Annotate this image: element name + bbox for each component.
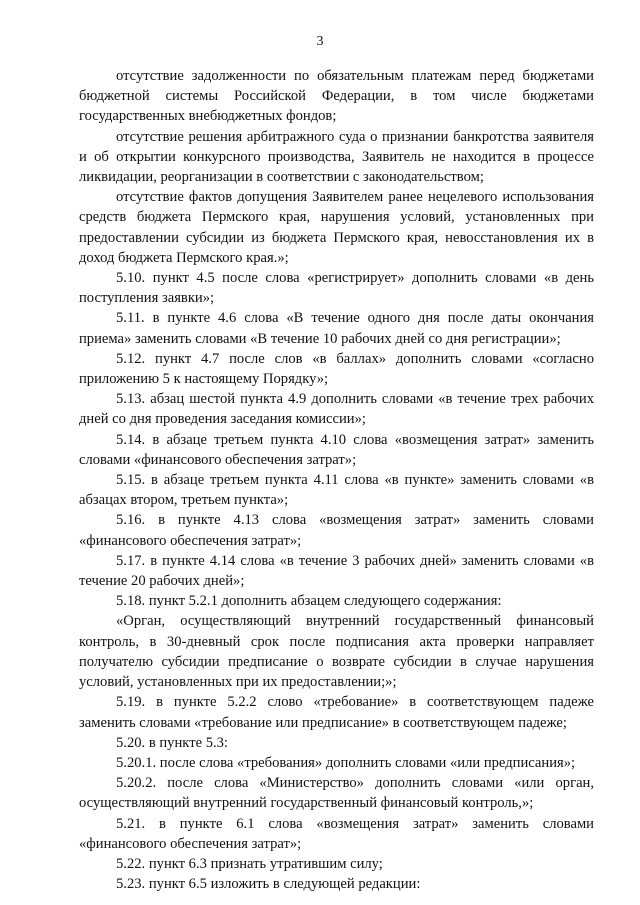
paragraph: 5.18. пункт 5.2.1 дополнить абзацем следующего содержания: <box>116 593 502 610</box>
paragraph: 5.16. в пункте 4.13 слова «возмещения затрат» заменить словами «финансового обеспечения затрат»; <box>79 512 594 549</box>
page-number: 3 <box>316 34 324 49</box>
paragraph: 5.15. в абзаце третьем пункта 4.11 слова «в пункте» заменить словами «в абзацах втором, третьем пункта»; <box>79 472 594 509</box>
paragraph: 5.21. в пункте 6.1 слова «возмещения затрат» заменить словами «финансового обеспечения затрат»; <box>79 815 594 852</box>
paragraph: 5.20. в пункте 5.3: <box>116 734 228 751</box>
paragraph: 5.17. в пункте 4.14 слова «в течение 3 рабочих дней» заменить словами «в течение 20 рабочих дней»; <box>79 552 594 590</box>
paragraph: 5.19. в пункте 5.2.2 слово «требование» в соответствующем падеже заменить словами «требование или предписание» в соответствующем падеже; <box>79 694 594 731</box>
paragraph: 5.12. пункт 4.7 после слов «в баллах» дополнить словами «согласно приложению 5 к настоящему Порядку»; <box>79 350 594 388</box>
document-body <box>79 66 594 894</box>
paragraph: отсутствие задолженности по обязательным платежам перед бюджетами бюджетной системы Российской Федерации, в том числе бюджетами государственных внебюджетных фондов; <box>79 68 594 125</box>
paragraph: 5.10. пункт 4.5 после слова «регистрирует» дополнить словами «в день поступления заявки»; <box>79 270 594 307</box>
paragraph: 5.14. в абзаце третьем пункта 4.10 слова «возмещения затрат» заменить словами «финансового обеспечения затрат»; <box>79 431 594 468</box>
paragraph: 5.23. пункт 6.5 изложить в следующей редакции: <box>116 876 421 893</box>
paragraph: 5.13. абзац шестой пункта 4.9 дополнить словами «в течение трех рабочих дней со дня проведения заседания комиссии»; <box>79 391 594 428</box>
paragraph: «Орган, осуществляющий внутренний государственный финансовый контроль, в 30-дневный срок после подписания акта проверки направляет получателю субсидии предписание о возврате субсидии в случае нарушения условий, установленных при их предоставлении;»; <box>79 613 594 691</box>
paragraph: 5.11. в пункте 4.6 слова «В течение одного дня после даты окончания приема» заменить словами «В течение 10 рабочих дней со дня регистрации»; <box>79 310 594 347</box>
paragraph: отсутствие решения арбитражного суда о признании банкротства заявителя и об открытии конкурсного производства, Заявитель не находится в процессе ликвидации, реорганизации в соответствии с законодательством; <box>79 128 594 186</box>
paragraph: 5.22. пункт 6.3 признать утратившим силу; <box>116 855 383 872</box>
paragraph: 5.20.2. после слова «Министерство» дополнить словами «или орган, осуществляющий внутренний государственный финансовый контроль,»; <box>79 775 594 812</box>
paragraph: 5.20.1. после слова «требования» дополнить словами «или предписания»; <box>116 754 576 771</box>
paragraph: отсутствие фактов допущения Заявителем ранее нецелевого использования средств бюджета Пермского края, нарушения условий, установленных при предоставлении субсидии из бюджета Пермского края, невосстановления их в доход бюджета Пермского края.»; <box>79 189 594 266</box>
